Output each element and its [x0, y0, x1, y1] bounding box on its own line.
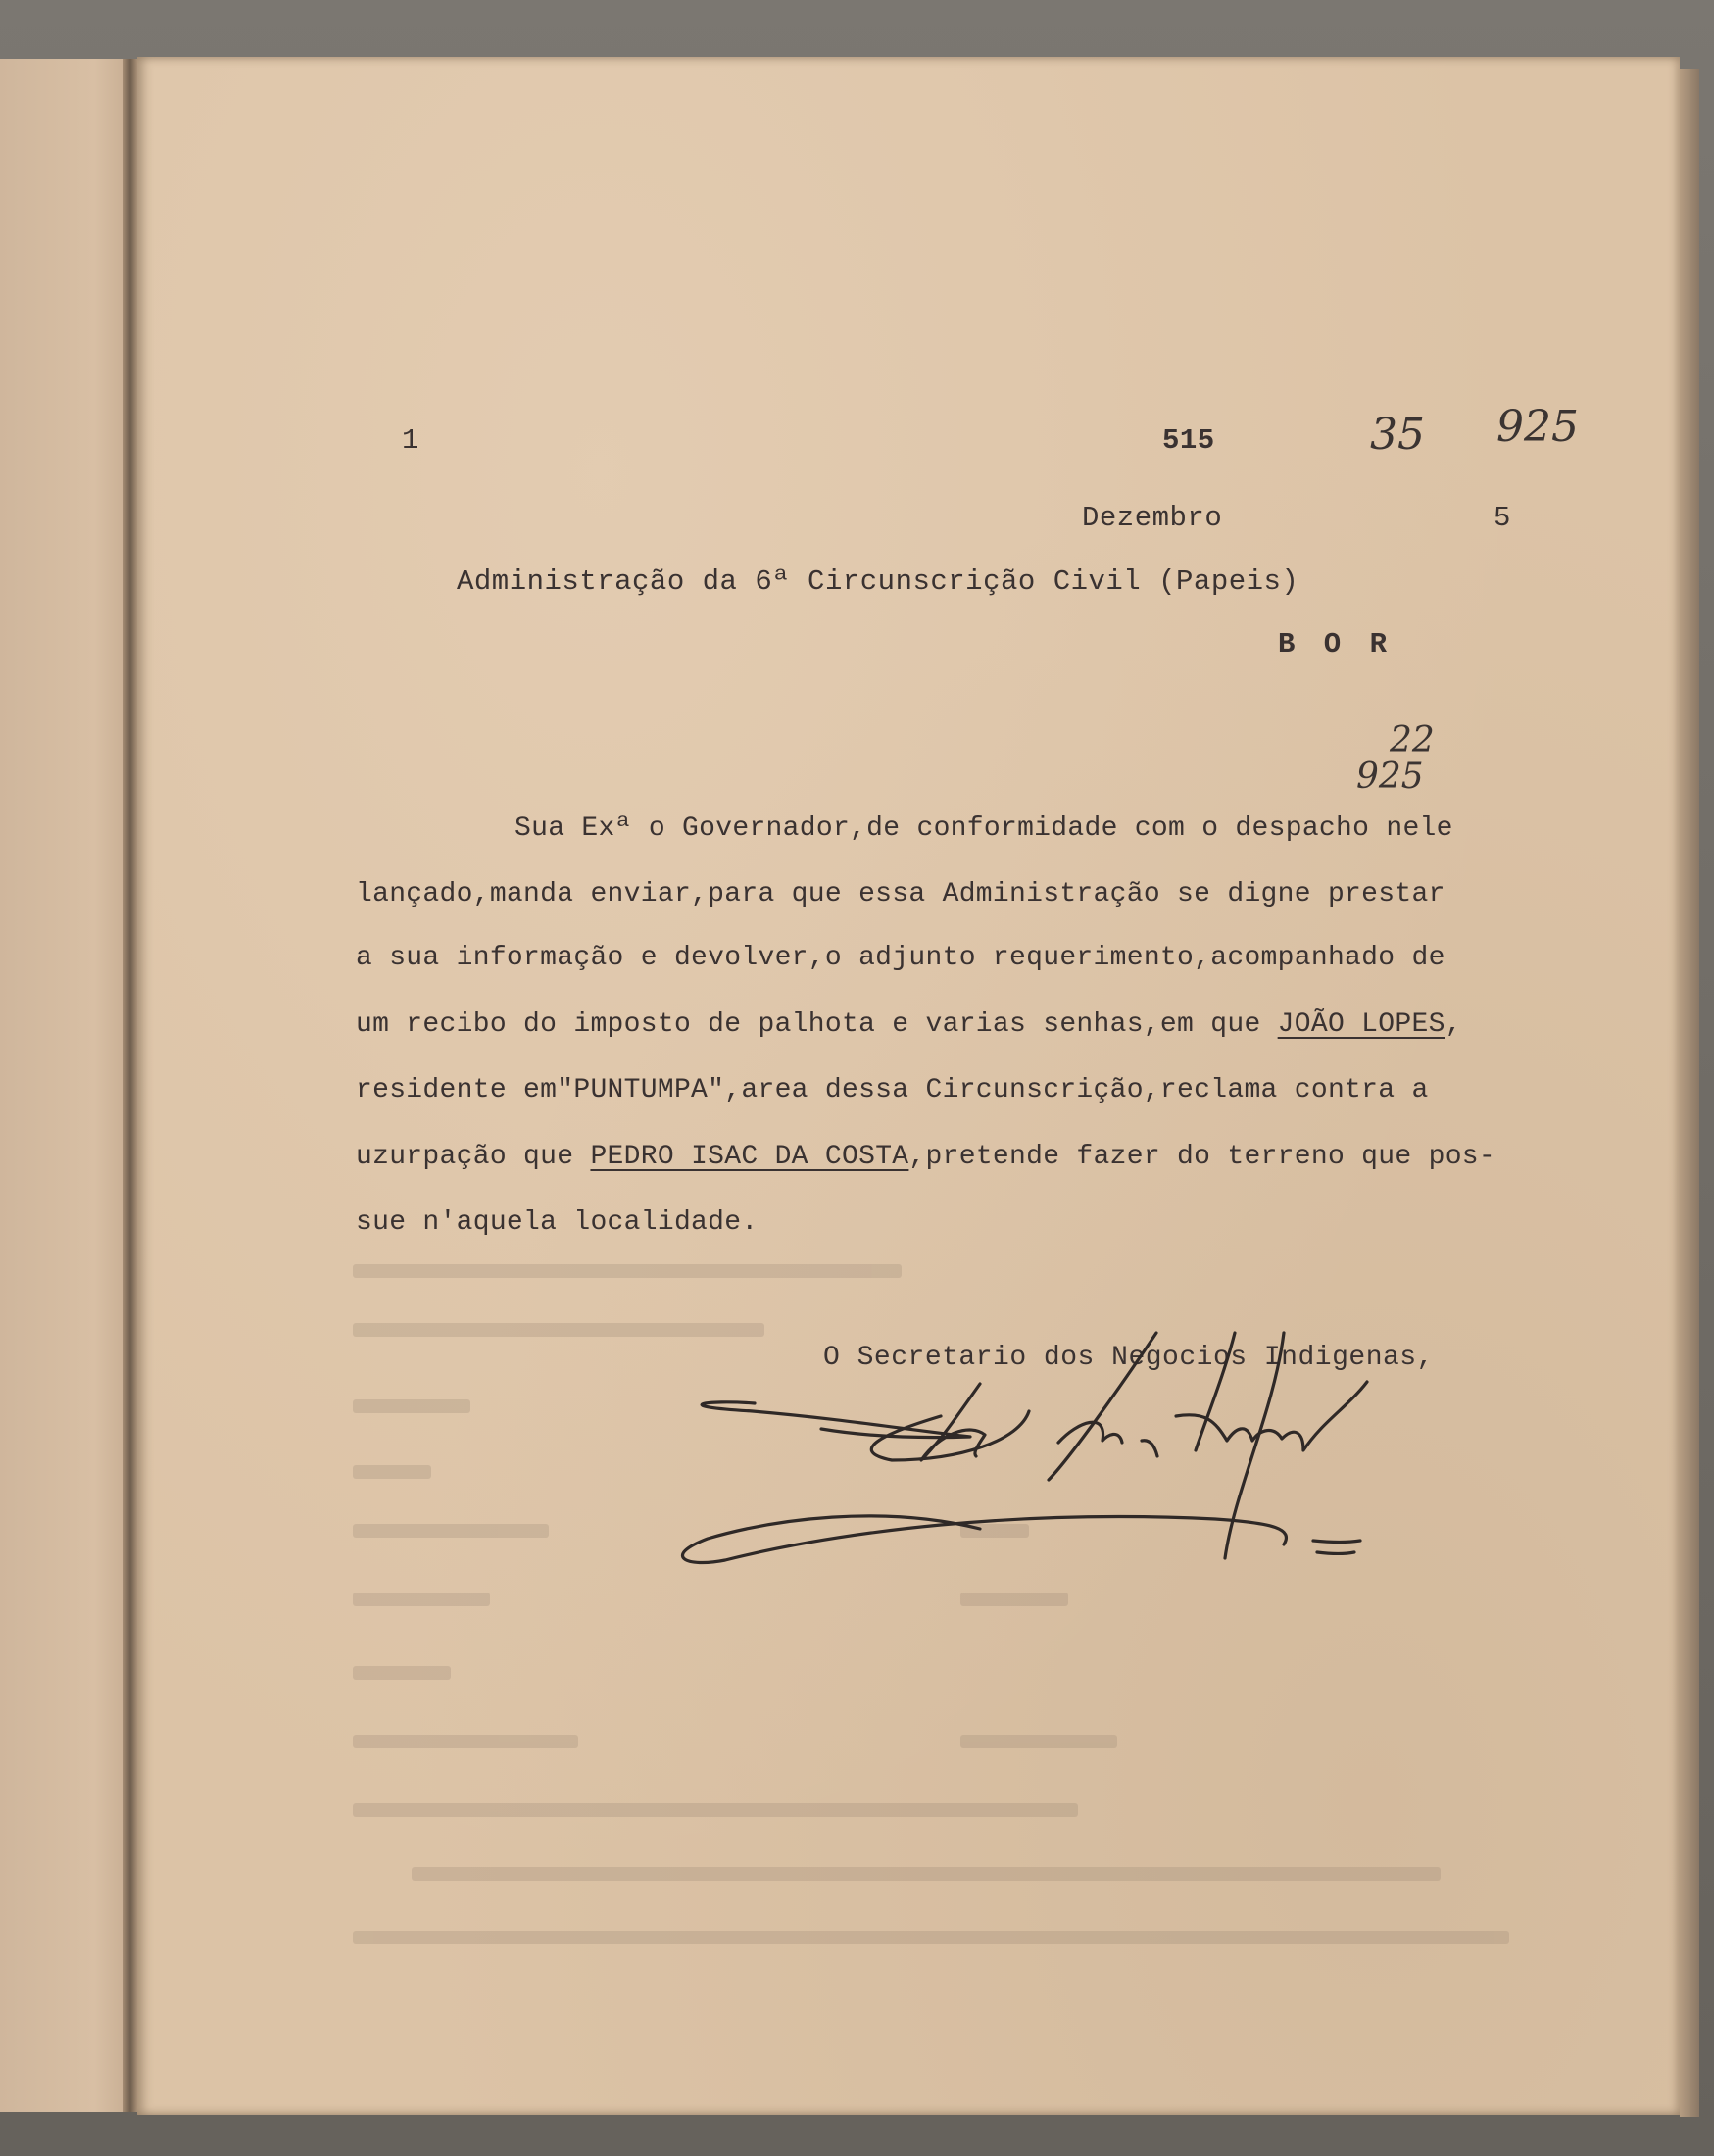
body-line-5: residente em"PUNTUMPA",area dessa Circunscrição,reclama contra a: [356, 1075, 1429, 1105]
body-line-6-end: ,pretende fazer do terreno que pos-: [908, 1142, 1496, 1172]
left-page-number: 1: [402, 424, 419, 457]
body-line-6-start: uzurpação que: [356, 1142, 591, 1172]
handwritten-ref-bottom: 925: [1356, 757, 1424, 797]
handwritten-ref-top: 22: [1390, 720, 1435, 760]
handwritten-number-35: 35: [1370, 410, 1425, 460]
addressee-location: B O R: [1278, 628, 1394, 661]
body-line-4-text: um recibo do imposto de palhota e varias senhas,em que: [356, 1009, 1278, 1040]
body-line-3: a sua informação e devolver,o adjunto requerimento,acompanhado de: [356, 943, 1445, 973]
body-line-6: [356, 1142, 1649, 1172]
right-page-edge: [1680, 69, 1699, 2117]
person-name-joao-lopes: JOÃO LOPES: [1277, 1009, 1445, 1040]
addressee-line: Administração da 6ª Circunscrição Civil (Papeis): [457, 565, 1299, 598]
body-line-7: sue n'aquela localidade.: [356, 1207, 759, 1238]
person-name-pedro-isac-da-costa: PEDRO ISAC DA COSTA: [590, 1142, 909, 1172]
closing-title: O Secretario dos Negocios Indigenas,: [823, 1343, 1434, 1373]
body-line-4-comma: ,: [1445, 1009, 1462, 1040]
body-line-4: [356, 1009, 1649, 1040]
body-line-2: lançado,manda enviar,para que essa Administração se digne prestar: [356, 879, 1445, 909]
book-spine: [123, 59, 137, 2112]
document-number: 515: [1162, 424, 1215, 457]
body-line-1: Sua Exª o Governador,de conformidade com o despacho nele: [514, 813, 1453, 844]
date-day: 5: [1494, 502, 1511, 534]
date-month: Dezembro: [1082, 502, 1223, 534]
signature-image: [647, 1313, 1450, 1578]
handwritten-number-925: 925: [1496, 402, 1579, 452]
left-page-edge: [0, 59, 135, 2112]
